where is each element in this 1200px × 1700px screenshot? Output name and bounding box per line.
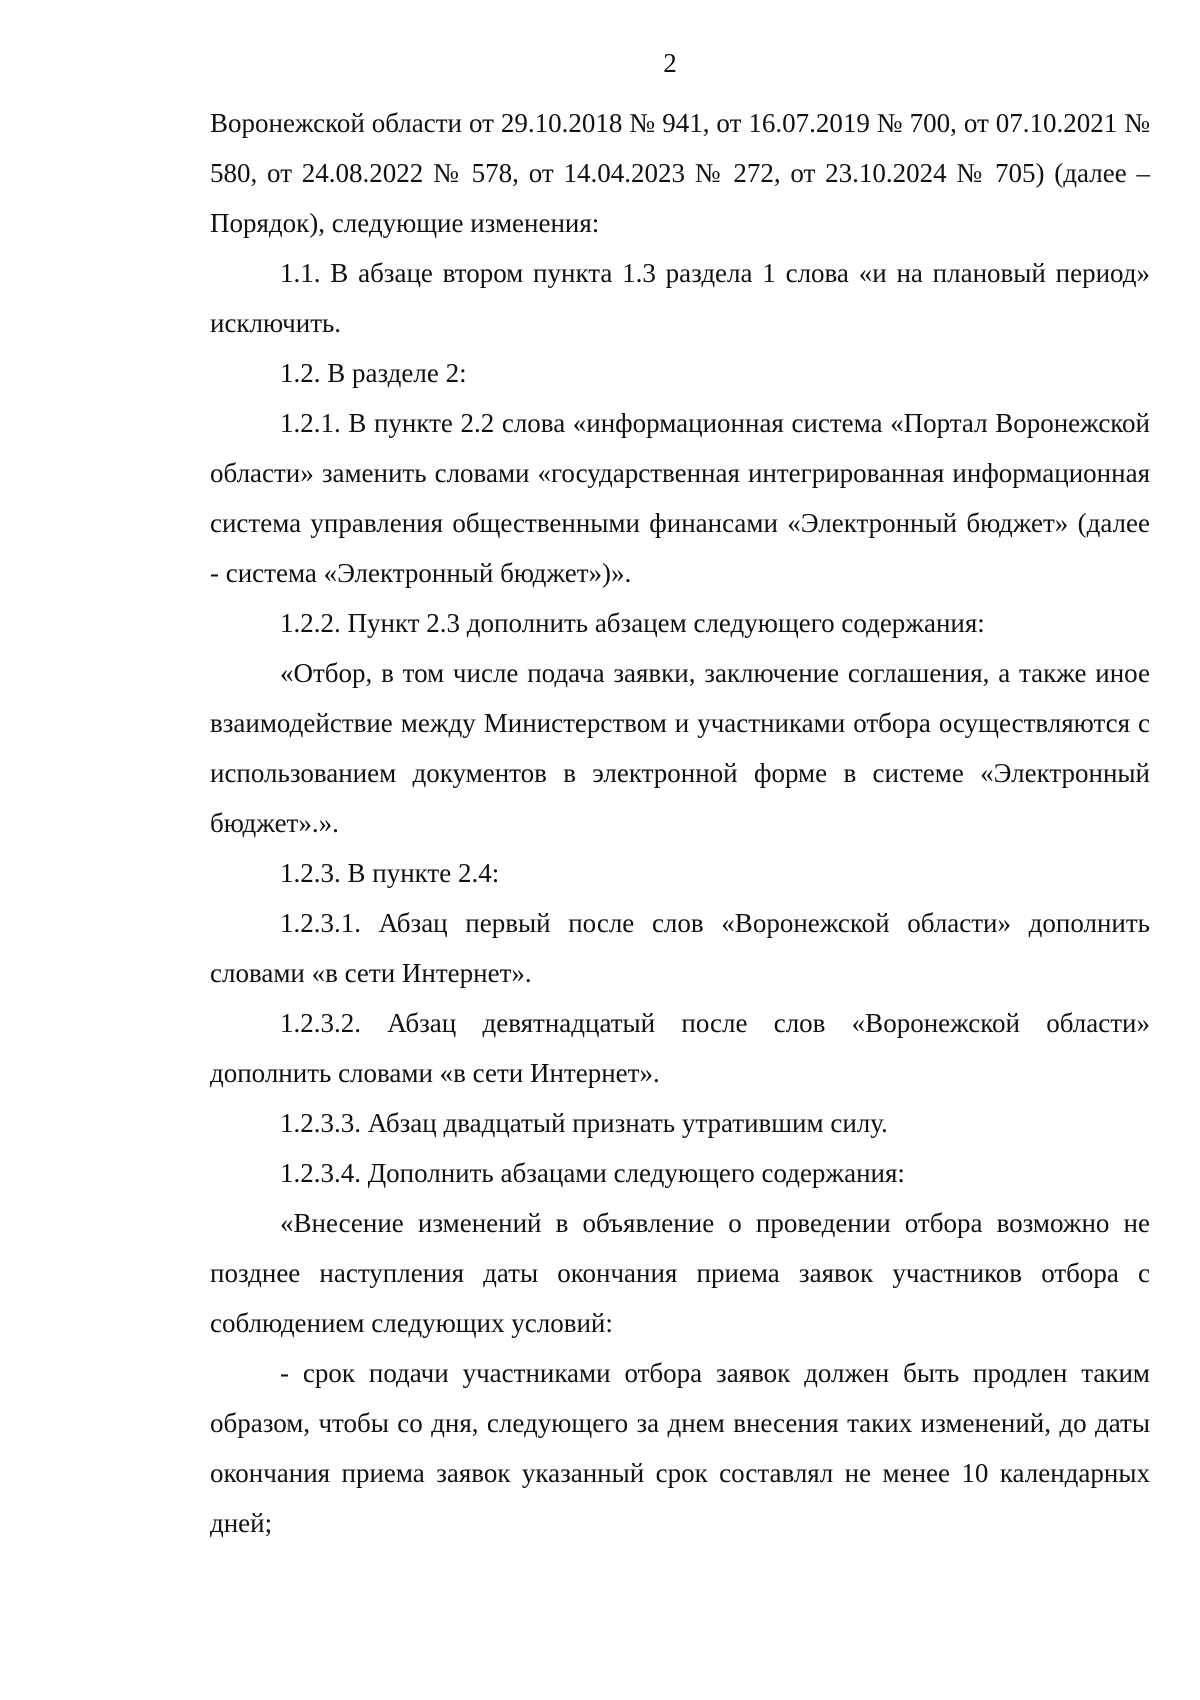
- document-body: [210, 98, 1150, 1548]
- paragraph-1-2-3-2: 1.2.3.2. Абзац девятнадцатый после слов «Воронежской области» дополнить словами «в сети Интернет».: [210, 1008, 1150, 1088]
- paragraph-quote-selection: «Отбор, в том числе подача заявки, заключение соглашения, а также иное взаимодействие между Министерством и участниками отбора осуществляются с использованием документов в электронной форме в системе «Электронный бюджет».».: [210, 658, 1150, 838]
- paragraph-1-2-3-3: 1.2.3.3. Абзац двадцатый признать утратившим силу.: [280, 1108, 888, 1138]
- paragraph-list-item-deadline: - срок подачи участниками отбора заявок должен быть продлен таким образом, чтобы со дня, следующего за днем внесения таких изменений, до даты окончания приема заявок указанный срок составлял не менее 10 календарных дней;: [210, 1358, 1150, 1538]
- paragraph-1-2-3-4: 1.2.3.4. Дополнить абзацами следующего содержания:: [280, 1158, 905, 1188]
- paragraph-1-2-2: 1.2.2. Пункт 2.3 дополнить абзацем следующего содержания:: [280, 608, 985, 638]
- paragraph-quote-changes: «Внесение изменений в объявление о проведении отбора возможно не позднее наступления даты окончания приема заявок участников отбора с соблюдением следующих условий:: [210, 1208, 1150, 1338]
- paragraph-1-2-3-1: 1.2.3.1. Абзац первый после слов «Воронежской области» дополнить словами «в сети Интернет».: [210, 908, 1150, 988]
- paragraph-1-2-3: 1.2.3. В пункте 2.4:: [280, 858, 500, 888]
- paragraph-1-2: 1.2. В разделе 2:: [280, 358, 467, 388]
- paragraph-1-1: 1.1. В абзаце втором пункта 1.3 раздела 1 слова «и на плановый период» исключить.: [210, 258, 1150, 338]
- page-number: 2: [663, 48, 677, 78]
- paragraph-continuation: Воронежской области от 29.10.2018 № 941, от 16.07.2019 № 700, от 07.10.2021 № 580, от 24.08.2022 № 578, от 14.04.2023 № 272, от 23.10.2024 № 705) (далее – Порядок), следующие изменения:: [210, 108, 1150, 238]
- paragraph-1-2-1: 1.2.1. В пункте 2.2 слова «информационная система «Портал Воронежской области» заменить словами «государственная интегрированная информационная система управления общественными финансами «Электронный бюджет» (далее - система «Электронный бюджет»)».: [210, 408, 1150, 588]
